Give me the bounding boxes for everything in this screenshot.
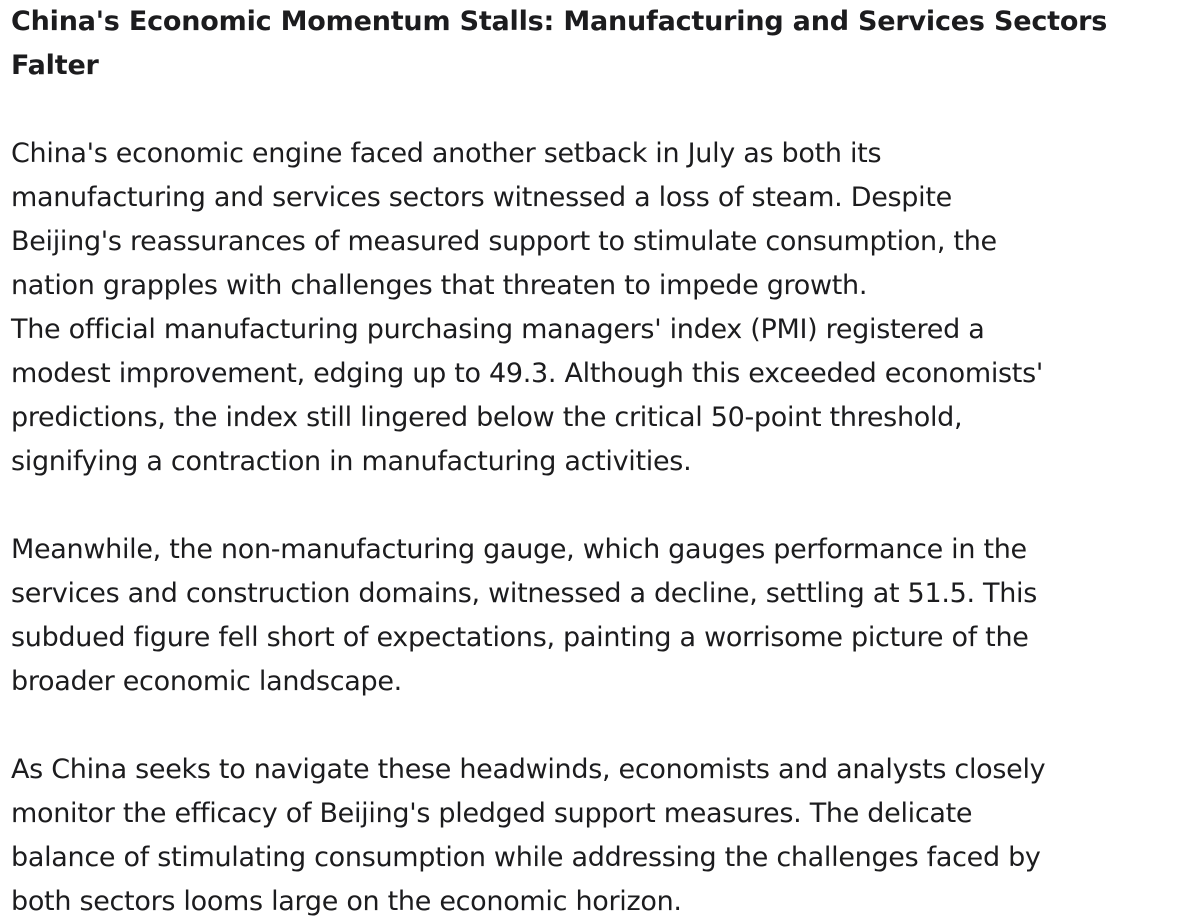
paragraph-line: balance of stimulating consumption while addressing the challenges faced by [11,842,1041,873]
paragraph-intro [11,132,1191,308]
paragraph-spacer [11,484,1191,528]
article-body [11,0,1191,924]
paragraph-line: modest improvement, edging up to 49.3. Although this exceeded economists' [11,358,1043,389]
article-title [11,0,1191,88]
title-line: China's Economic Momentum Stalls: Manufacturing and Services Sectors [11,6,1108,37]
paragraph-spacer [11,704,1191,748]
paragraph-line: nation grapples with challenges that threaten to impede growth. [11,270,868,301]
paragraph-line: signifying a contraction in manufacturing activities. [11,446,692,477]
paragraph-line: monitor the efficacy of Beijing's pledged support measures. The delicate [11,798,973,829]
paragraph-line: Meanwhile, the non-manufacturing gauge, which gauges performance in the [11,534,1027,565]
paragraph-line: The official manufacturing purchasing managers' index (PMI) registered a [11,314,985,345]
paragraph-line: broader economic landscape. [11,666,402,697]
paragraph-non-manufacturing [11,528,1191,704]
paragraph-line: services and construction domains, witnessed a decline, settling at 51.5. This [11,578,1038,609]
paragraph-line: manufacturing and services sectors witnessed a loss of steam. Despite [11,182,952,213]
paragraph-line: China's economic engine faced another setback in July as both its [11,138,882,169]
paragraph-pmi [11,308,1191,484]
paragraph-line: Beijing's reassurances of measured support to stimulate consumption, the [11,226,997,257]
paragraph-line: subdued figure fell short of expectations, painting a worrisome picture of the [11,622,1029,653]
paragraph-line: predictions, the index still lingered below the critical 50-point threshold, [11,402,963,433]
paragraph-line: both sectors looms large on the economic horizon. [11,886,682,917]
paragraph-outlook [11,748,1191,924]
paragraph-spacer [11,88,1191,132]
paragraph-line: As China seeks to navigate these headwinds, economists and analysts closely [11,754,1046,785]
title-line: Falter [11,50,99,81]
